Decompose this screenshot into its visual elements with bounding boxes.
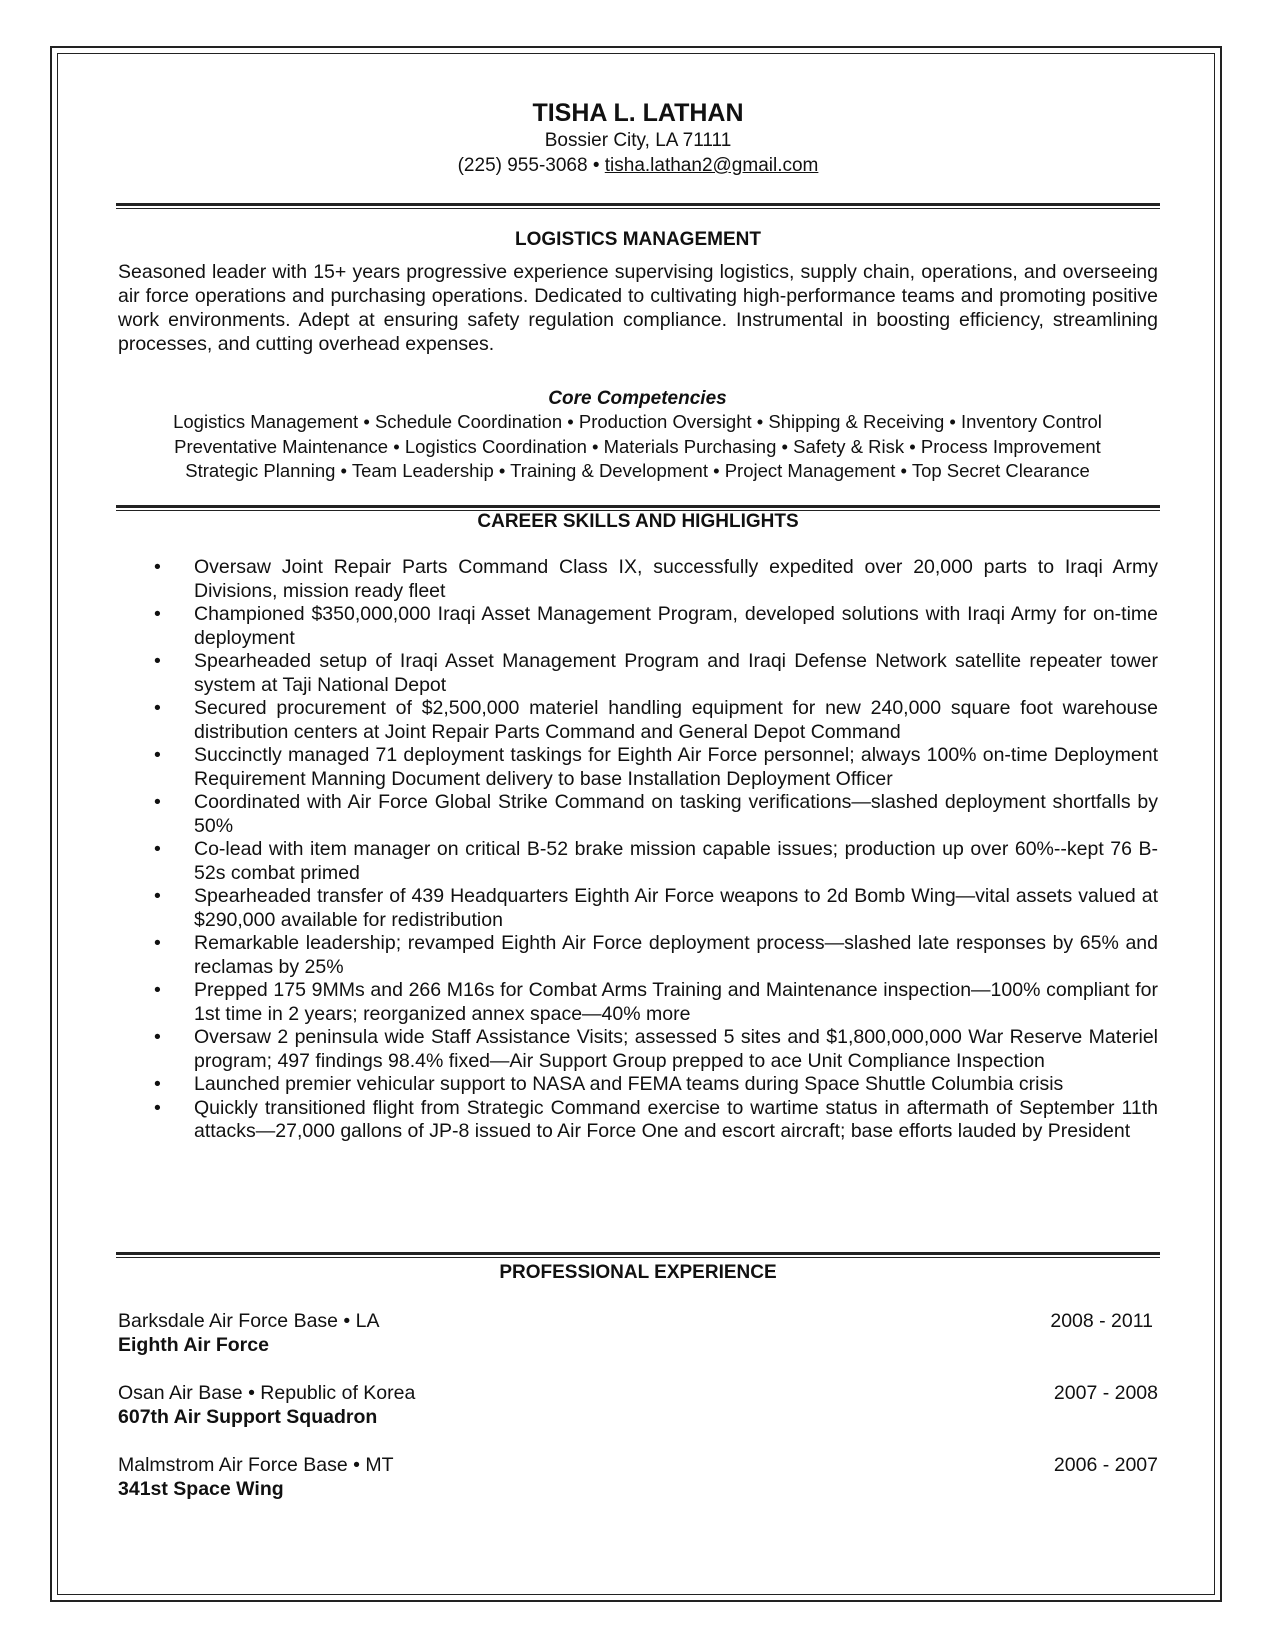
list-item <box>118 838 1158 885</box>
job-dates: 2008 - 2011 <box>1050 1310 1153 1332</box>
bullet: • <box>154 1026 161 1048</box>
list-item-text: Spearheaded setup of Iraqi Asset Management Program and Iraqi Defense Network satellite repeater tower system at Taji National Depot <box>194 650 1158 696</box>
list-item-text: Prepped 175 9MMs and 266 M16s for Combat Arms Training and Maintenance inspection—100% compliant for 1st time in 2 years; reorganized annex space—40% more <box>194 979 1158 1025</box>
bullet: • <box>154 556 161 578</box>
list-item-text: Co-lead with item manager on critical B-52 brake mission capable issues; production up over 60%--kept 76 B-52s combat primed <box>194 838 1158 884</box>
job-location: Barksdale Air Force Base • LA <box>118 1310 380 1332</box>
summary-title: LOGISTICS MANAGEMENT <box>515 229 761 250</box>
list-item-text: Quickly transitioned flight from Strategic Command exercise to wartime status in aftermath of September 11th attacks—27,000 gallons of JP-8 issued to Air Force One and escort aircraft; base efforts lauded by President <box>194 1096 1158 1142</box>
bullet: • <box>154 932 161 954</box>
list-item <box>118 1073 1158 1097</box>
list-item <box>118 556 1158 603</box>
list-item <box>118 932 1158 979</box>
list-item-text: Spearheaded transfer of 439 Headquarters Eighth Air Force weapons to 2d Bomb Wing—vital assets valued at $290,000 available for redistribution <box>194 885 1158 931</box>
competencies-line: Strategic Planning • Team Leadership • Training & Development • Project Management • Top Secret Clearance <box>185 460 1090 481</box>
highlights-title: CAREER SKILLS AND HIGHLIGHTS <box>477 511 799 532</box>
summary-text: Seasoned leader with 15+ years progressive experience supervising logistics, supply chain, operations, and overseeing air force operations and purchasing operations. Dedicated to cultivating high-performance teams and promoting positive work environments. Adept at ensuring safety regulation compliance. Instrumental in boosting efficiency, streamlining processes, and cutting overhead expenses. <box>118 261 1158 355</box>
job-unit: 607th Air Support Squadron <box>118 1406 378 1428</box>
contact-line <box>118 153 1158 178</box>
bullet: • <box>154 697 161 719</box>
highlights-list <box>118 556 1158 1144</box>
list-item-text: Launched premier vehicular support to NASA and FEMA teams during Space Shuttle Columbia crisis <box>194 1073 1064 1095</box>
job-unit: Eighth Air Force <box>118 1334 269 1356</box>
job-location: Malmstrom Air Force Base • MT <box>118 1454 394 1476</box>
job-entry <box>118 1453 1158 1501</box>
list-item-text: Secured procurement of $2,500,000 materiel handling equipment for new 240,000 square foot warehouse distribution centers at Joint Repair Parts Command and General Depot Command <box>194 697 1158 743</box>
job-unit: 341st Space Wing <box>118 1478 284 1500</box>
list-item <box>118 791 1158 838</box>
bullet: • <box>154 979 161 1001</box>
bullet: • <box>154 650 161 672</box>
list-item-text: Oversaw 2 peninsula wide Staff Assistance Visits; assessed 5 sites and $1,800,000,000 War Reserve Materiel program; 497 findings 98.4% fixed—Air Support Group prepped to ace Unit Compliance Inspection <box>194 1026 1158 1072</box>
bullet: • <box>154 791 161 813</box>
competencies-line: Logistics Management • Schedule Coordination • Production Oversight • Shipping & Receiving • Inventory Control <box>173 411 1102 432</box>
highlights-section <box>118 511 1158 1144</box>
phone: (225) 955-3068 <box>457 155 588 176</box>
competencies-section <box>100 388 1175 484</box>
competencies-title: Core Competencies <box>548 388 727 409</box>
candidate-name: TISHA L. LATHAN <box>532 99 744 127</box>
resume-header <box>118 98 1158 178</box>
bullet: • <box>154 885 161 907</box>
bullet: • <box>154 603 161 625</box>
bullet: • <box>154 744 161 766</box>
list-item <box>118 1026 1158 1073</box>
list-item-text: Oversaw Joint Repair Parts Command Class IX, successfully expedited over 20,000 parts to Iraqi Army Divisions, mission ready fleet <box>194 556 1158 602</box>
experience-title: PROFESSIONAL EXPERIENCE <box>499 1262 777 1283</box>
job-dates: 2006 - 2007 <box>1053 1454 1158 1476</box>
separator: • <box>592 155 600 176</box>
job-entry <box>118 1309 1158 1357</box>
address: Bossier City, LA 71111 <box>544 130 732 151</box>
list-item-text: Championed $350,000,000 Iraqi Asset Management Program, developed solutions with Iraqi Army for on-time deployment <box>194 603 1158 649</box>
list-item-text: Remarkable leadership; revamped Eighth Air Force deployment process—slashed late responses by 65% and reclamas by 25% <box>194 932 1158 978</box>
list-item <box>118 603 1158 650</box>
job-dates: 2007 - 2008 <box>1053 1382 1158 1404</box>
list-item <box>118 885 1158 932</box>
experience-section <box>118 1262 1158 1501</box>
list-item <box>118 744 1158 791</box>
competencies-line: Preventative Maintenance • Logistics Coordination • Materials Purchasing • Safety & Risk • Process Improvement <box>174 435 1101 457</box>
list-item <box>118 650 1158 697</box>
list-item <box>118 979 1158 1026</box>
bullet: • <box>154 838 161 860</box>
job-location: Osan Air Base • Republic of Korea <box>118 1382 416 1404</box>
list-item-text: Coordinated with Air Force Global Strike Command on tasking verifications—slashed deployment shortfalls by 50% <box>194 791 1158 837</box>
bullet: • <box>154 1096 161 1119</box>
bullet: • <box>154 1073 161 1095</box>
section-divider <box>116 1252 1160 1258</box>
job-entry <box>118 1381 1158 1429</box>
email-link[interactable]: tisha.lathan2@gmail.com <box>604 155 819 176</box>
section-divider <box>116 203 1160 209</box>
list-item-text: Succinctly managed 71 deployment taskings for Eighth Air Force personnel; always 100% on-time Deployment Requirement Manning Document delivery to base Installation Deployment Officer <box>194 744 1158 790</box>
list-item <box>118 697 1158 744</box>
summary-section <box>118 229 1158 356</box>
list-item <box>118 1097 1158 1144</box>
